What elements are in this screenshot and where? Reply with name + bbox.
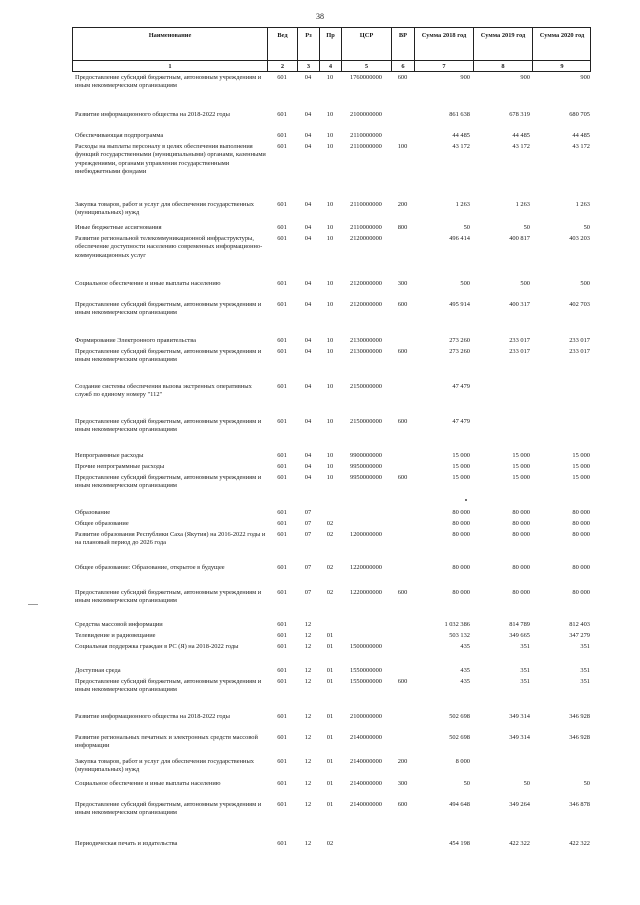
- cell-s3: 812 403: [569, 621, 590, 628]
- cell-ved: 601: [277, 801, 287, 808]
- cell-s1: 435: [460, 643, 470, 650]
- cell-pr: 10: [326, 74, 334, 81]
- cell-rz: 12: [304, 734, 312, 741]
- cell-rz: 04: [304, 383, 312, 390]
- cell-pr: 10: [326, 235, 334, 242]
- cell-csr: 1500000000: [350, 643, 382, 650]
- stray-dot: [465, 499, 467, 501]
- cell-vr: 100: [397, 143, 408, 150]
- table-header: [72, 27, 591, 72]
- cell-pr: 10: [326, 111, 334, 118]
- cell-s1: 861 638: [449, 111, 470, 118]
- cell-ved: 601: [277, 418, 287, 425]
- cell-rz: 04: [304, 74, 312, 81]
- cell-name: Закупка товаров, работ и услуг для обеспечения государственных (муниципальных) нужд: [75, 758, 254, 774]
- cell-s1: 454 198: [449, 840, 470, 847]
- cell-rz: 12: [304, 667, 312, 674]
- header-num-3: 3: [298, 60, 320, 72]
- cell-vr: 600: [397, 678, 408, 685]
- cell-s3: 50: [583, 780, 590, 787]
- cell-pr: 02: [326, 564, 334, 571]
- cell-s1: 495 914: [449, 301, 470, 308]
- cell-csr: 2110000000: [350, 132, 382, 139]
- cell-rz: 04: [304, 224, 312, 231]
- cell-s1: 80 000: [452, 509, 470, 516]
- cell-s3: 351: [580, 667, 590, 674]
- cell-ved: 601: [277, 452, 287, 459]
- cell-s3: 233 017: [569, 337, 590, 344]
- cell-s2: 233 017: [509, 348, 530, 355]
- cell-name: Образование: [75, 509, 111, 516]
- cell-name: Доступная среда: [75, 667, 121, 674]
- cell-vr: 600: [397, 474, 408, 481]
- cell-s3: 15 000: [572, 463, 590, 470]
- header-name: Наименование: [73, 28, 268, 60]
- cell-ved: 601: [277, 463, 287, 470]
- cell-s2: 50: [523, 224, 530, 231]
- cell-name: Предоставление субсидий бюджетным, автономным учреждениям и иным некоммерческим организациям: [75, 301, 262, 317]
- cell-rz: 12: [304, 643, 312, 650]
- cell-ved: 601: [277, 509, 287, 516]
- cell-s2: 80 000: [512, 531, 530, 538]
- cell-pr: 10: [326, 301, 334, 308]
- cell-rz: 12: [304, 621, 312, 628]
- cell-s3: 346 928: [569, 713, 590, 720]
- cell-s1: 503 132: [449, 632, 470, 639]
- cell-s1: 50: [463, 780, 470, 787]
- cell-pr: 10: [326, 143, 334, 150]
- header-rz: Рз: [298, 28, 320, 60]
- cell-s2: 349 314: [509, 734, 530, 741]
- cell-name: Предоставление субсидий бюджетным, автономным учреждениям и иным некоммерческим организациям: [75, 678, 262, 694]
- cell-s1: 500: [460, 280, 470, 287]
- cell-vr: 600: [397, 301, 408, 308]
- cell-rz: 12: [304, 678, 312, 685]
- cell-s3: 351: [580, 643, 590, 650]
- header-sum-2020: Сумма 2020 год: [539, 32, 585, 39]
- cell-s1: 502 698: [449, 713, 470, 720]
- cell-pr: 01: [326, 632, 334, 639]
- cell-s1: 273 260: [449, 348, 470, 355]
- cell-name: Предоставление субсидий бюджетным, автономным учреждениям и иным некоммерческим организациям: [75, 474, 262, 490]
- cell-s3: 500: [580, 280, 590, 287]
- cell-s1: 494 648: [449, 801, 470, 808]
- cell-s3: 1 263: [575, 201, 590, 208]
- header-num-2: 2: [268, 60, 298, 72]
- cell-rz: 12: [304, 801, 312, 808]
- cell-rz: 04: [304, 280, 312, 287]
- cell-rz: 04: [304, 348, 312, 355]
- cell-s1: 80 000: [452, 520, 470, 527]
- cell-name: Формирование Электронного правительства: [75, 337, 196, 344]
- cell-name: Телевидение и радиовещание: [75, 632, 156, 639]
- cell-csr: 1550000000: [350, 678, 382, 685]
- cell-name: Предоставление субсидий бюджетным, автономным учреждениям и иным некоммерческим организациям: [75, 801, 262, 817]
- cell-csr: 2120000000: [350, 301, 382, 308]
- cell-s1: 44 485: [452, 132, 470, 139]
- cell-csr: 1200000000: [350, 531, 382, 538]
- cell-s1: 1 032 386: [444, 621, 470, 628]
- cell-pr: 10: [326, 132, 334, 139]
- cell-name: Создание системы обеспечения вызова экстренных оперативных служб по единому номеру "112": [75, 383, 252, 399]
- cell-ved: 601: [277, 780, 287, 787]
- cell-s3: 346 928: [569, 734, 590, 741]
- cell-name: Развитие образования Республики Саха (Якутия) на 2016-2022 годы и на плановый период до 2026 года: [75, 531, 266, 547]
- cell-name: Социальное обеспечение и иные выплаты населению: [75, 280, 221, 287]
- cell-s1: 900: [460, 74, 470, 81]
- cell-rz: 04: [304, 201, 312, 208]
- cell-csr: 2110000000: [350, 143, 382, 150]
- cell-rz: 04: [304, 452, 312, 459]
- cell-s1: 47 479: [452, 383, 470, 390]
- cell-s3: 44 485: [572, 132, 590, 139]
- cell-name: Развитие информационного общества на 2018-2022 годы: [75, 111, 230, 118]
- cell-rz: 04: [304, 337, 312, 344]
- cell-s1: 273 260: [449, 337, 470, 344]
- cell-ved: 601: [277, 280, 287, 287]
- cell-s3: 80 000: [572, 509, 590, 516]
- cell-rz: 04: [304, 474, 312, 481]
- cell-name: Предоставление субсидий бюджетным, автономным учреждениям и иным некоммерческим организациям: [75, 418, 262, 434]
- cell-vr: 800: [397, 224, 408, 231]
- cell-s1: 496 414: [449, 235, 470, 242]
- cell-csr: 2140000000: [350, 780, 382, 787]
- cell-name: Развитие региональной телекоммуникационной инфраструктуры, обеспечение доступности населению современных информационно-коммуникационных услуг: [75, 235, 263, 259]
- cell-pr: 10: [326, 463, 334, 470]
- cell-s2: 15 000: [512, 474, 530, 481]
- cell-s3: 80 000: [572, 589, 590, 596]
- cell-name: Расходы на выплаты персоналу в целях обеспечения выполнения функций государственными (муниципальными) органами, казенными учреждениями, органами управления государственными внебюджетными фондами: [75, 143, 266, 175]
- cell-name: Предоставление субсидий бюджетным, автономным учреждениям и иным некоммерческим организациям: [75, 589, 262, 605]
- cell-s2: 349 264: [509, 801, 530, 808]
- cell-s2: 900: [520, 74, 530, 81]
- cell-pr: 10: [326, 224, 334, 231]
- cell-s3: 15 000: [572, 452, 590, 459]
- cell-s3: 50: [583, 224, 590, 231]
- cell-rz: 12: [304, 758, 312, 765]
- cell-rz: 07: [304, 589, 312, 596]
- cell-s2: 351: [520, 678, 530, 685]
- cell-rz: 04: [304, 235, 312, 242]
- cell-ved: 601: [277, 840, 287, 847]
- cell-pr: 02: [326, 520, 334, 527]
- cell-s3: 403 203: [569, 235, 590, 242]
- cell-csr: 1760000000: [350, 74, 382, 81]
- cell-vr: 600: [397, 801, 408, 808]
- cell-csr: 9950000000: [350, 474, 382, 481]
- cell-pr: 10: [326, 201, 334, 208]
- page-number: 38: [316, 12, 324, 21]
- cell-rz: 07: [304, 564, 312, 571]
- cell-s2: 400 817: [509, 235, 530, 242]
- cell-s2: 351: [520, 643, 530, 650]
- cell-ved: 601: [277, 224, 287, 231]
- header-num-4: 4: [320, 60, 342, 72]
- cell-name: Средства массовой информации: [75, 621, 163, 628]
- cell-s1: 80 000: [452, 531, 470, 538]
- cell-rz: 04: [304, 418, 312, 425]
- cell-vr: 200: [397, 758, 408, 765]
- cell-pr: 01: [326, 713, 334, 720]
- cell-rz: 04: [304, 301, 312, 308]
- cell-s2: 80 000: [512, 589, 530, 596]
- cell-ved: 601: [277, 667, 287, 674]
- cell-s2: 80 000: [512, 509, 530, 516]
- cell-rz: 07: [304, 531, 312, 538]
- cell-rz: 07: [304, 509, 312, 516]
- cell-ved: 601: [277, 201, 287, 208]
- cell-name: Прочие непрограммные расходы: [75, 463, 165, 470]
- cell-s3: 43 172: [572, 143, 590, 150]
- cell-csr: 2110000000: [350, 224, 382, 231]
- cell-csr: 9950000000: [350, 463, 382, 470]
- cell-ved: 601: [277, 301, 287, 308]
- cell-s2: 43 172: [512, 143, 530, 150]
- cell-pr: 01: [326, 801, 334, 808]
- cell-ved: 601: [277, 474, 287, 481]
- cell-s2: 349 314: [509, 713, 530, 720]
- cell-name: Предоставление субсидий бюджетным, автономным учреждениям и иным некоммерческим организациям: [75, 348, 262, 364]
- cell-name: Периодическая печать и издательства: [75, 840, 178, 847]
- cell-vr: 600: [397, 348, 408, 355]
- cell-vr: 600: [397, 589, 408, 596]
- cell-rz: 04: [304, 132, 312, 139]
- cell-vr: 600: [397, 74, 408, 81]
- cell-ved: 601: [277, 74, 287, 81]
- cell-ved: 601: [277, 348, 287, 355]
- cell-csr: 2120000000: [350, 280, 382, 287]
- cell-csr: 2140000000: [350, 801, 382, 808]
- cell-pr: 10: [326, 418, 334, 425]
- cell-ved: 601: [277, 564, 287, 571]
- cell-name: Предоставление субсидий бюджетным, автономным учреждениям и иным некоммерческим организациям: [75, 74, 262, 90]
- cell-rz: 12: [304, 840, 312, 847]
- cell-vr: 300: [397, 780, 408, 787]
- cell-rz: 04: [304, 111, 312, 118]
- cell-s3: 80 000: [572, 564, 590, 571]
- header-pr: Пр: [320, 28, 342, 60]
- cell-s3: 402 703: [569, 301, 590, 308]
- cell-pr: 01: [326, 758, 334, 765]
- cell-s3: 80 000: [572, 520, 590, 527]
- cell-name: Развитие информационного общества на 2018-2022 годы: [75, 713, 230, 720]
- header-sum-2018: Сумма 2018 год: [415, 28, 474, 60]
- cell-ved: 601: [277, 678, 287, 685]
- cell-pr: 02: [326, 840, 334, 847]
- cell-csr: 2140000000: [350, 758, 382, 765]
- header-num-5: 5: [342, 60, 392, 72]
- cell-ved: 601: [277, 235, 287, 242]
- cell-csr: 2100000000: [350, 713, 382, 720]
- cell-rz: 12: [304, 632, 312, 639]
- cell-pr: 02: [326, 531, 334, 538]
- cell-s2: 80 000: [512, 564, 530, 571]
- cell-s3: 351: [580, 678, 590, 685]
- cell-s2: 349 665: [509, 632, 530, 639]
- cell-ved: 601: [277, 337, 287, 344]
- cell-rz: 12: [304, 713, 312, 720]
- cell-s3: 422 322: [569, 840, 590, 847]
- cell-s1: 15 000: [452, 474, 470, 481]
- cell-s3: 15 000: [572, 474, 590, 481]
- header-num-7: 7: [415, 60, 474, 72]
- cell-s1: 47 479: [452, 418, 470, 425]
- cell-name: Иные бюджетные ассигнования: [75, 224, 162, 231]
- cell-csr: 1220000000: [350, 564, 382, 571]
- cell-s2: 80 000: [512, 520, 530, 527]
- cell-s3: 233 017: [569, 348, 590, 355]
- cell-ved: 601: [277, 734, 287, 741]
- cell-s2: 15 000: [512, 452, 530, 459]
- cell-ved: 601: [277, 589, 287, 596]
- cell-name: Общее образование: Образование, открытое в будущее: [75, 564, 225, 571]
- cell-s1: 50: [463, 224, 470, 231]
- header-vr: ВР: [392, 28, 415, 60]
- cell-ved: 601: [277, 632, 287, 639]
- cell-pr: 10: [326, 474, 334, 481]
- cell-ved: 601: [277, 143, 287, 150]
- cell-csr: 2130000000: [350, 337, 382, 344]
- cell-s1: 1 263: [455, 201, 470, 208]
- cell-ved: 601: [277, 758, 287, 765]
- cell-csr: 2100000000: [350, 111, 382, 118]
- cell-s2: 44 485: [512, 132, 530, 139]
- cell-s3: 346 878: [569, 801, 590, 808]
- cell-name: Закупка товаров, работ и услуг для обеспечения государственных (муниципальных) нужд: [75, 201, 254, 217]
- cell-pr: 10: [326, 280, 334, 287]
- cell-name: Обеспечивающая подпрограмма: [75, 132, 164, 139]
- cell-s3: 80 000: [572, 531, 590, 538]
- header-ved: Вед: [268, 28, 298, 60]
- cell-pr: 10: [326, 337, 334, 344]
- cell-s2: 1 263: [515, 201, 530, 208]
- cell-name: Развитие региональных печатных и электронных средств массовой информации: [75, 734, 258, 750]
- cell-ved: 601: [277, 520, 287, 527]
- cell-csr: 9900000000: [350, 452, 382, 459]
- cell-csr: 2150000000: [350, 418, 382, 425]
- cell-csr: 1220000000: [350, 589, 382, 596]
- cell-pr: 10: [326, 383, 334, 390]
- header-csr: ЦСР: [342, 28, 392, 60]
- margin-mark: [28, 604, 38, 605]
- cell-s1: 15 000: [452, 463, 470, 470]
- header-num-1: 1: [73, 60, 268, 72]
- cell-csr: 2150000000: [350, 383, 382, 390]
- cell-rz: 04: [304, 143, 312, 150]
- cell-pr: 01: [326, 667, 334, 674]
- cell-pr: 02: [326, 589, 334, 596]
- cell-pr: 10: [326, 452, 334, 459]
- cell-pr: 01: [326, 734, 334, 741]
- cell-rz: 04: [304, 463, 312, 470]
- cell-s2: 233 017: [509, 337, 530, 344]
- cell-s2: 15 000: [512, 463, 530, 470]
- header-num-9: 9: [533, 60, 591, 72]
- cell-s1: 8 000: [455, 758, 470, 765]
- cell-s2: 50: [523, 780, 530, 787]
- cell-rz: 12: [304, 780, 312, 787]
- cell-rz: 07: [304, 520, 312, 527]
- cell-vr: 300: [397, 280, 408, 287]
- cell-s2: 422 322: [509, 840, 530, 847]
- cell-s2: 500: [520, 280, 530, 287]
- cell-pr: 10: [326, 348, 334, 355]
- cell-csr: 1550000000: [350, 667, 382, 674]
- cell-vr: 200: [397, 201, 408, 208]
- cell-s1: 435: [460, 667, 470, 674]
- cell-s2: 678 319: [509, 111, 530, 118]
- cell-pr: 01: [326, 678, 334, 685]
- cell-vr: 600: [397, 418, 408, 425]
- cell-s2: 400 317: [509, 301, 530, 308]
- cell-s2: 814 789: [509, 621, 530, 628]
- cell-ved: 601: [277, 383, 287, 390]
- cell-s3: 347 279: [569, 632, 590, 639]
- cell-s1: 43 172: [452, 143, 470, 150]
- cell-ved: 601: [277, 713, 287, 720]
- cell-csr: 2130000000: [350, 348, 382, 355]
- cell-s3: 900: [580, 74, 590, 81]
- cell-s1: 80 000: [452, 564, 470, 571]
- cell-ved: 601: [277, 621, 287, 628]
- cell-ved: 601: [277, 531, 287, 538]
- header-num-6: 6: [392, 60, 415, 72]
- cell-pr: 01: [326, 780, 334, 787]
- cell-ved: 601: [277, 643, 287, 650]
- cell-s1: 15 000: [452, 452, 470, 459]
- cell-name: Социальная поддержка граждан в РС (Я) на 2018-2022 годы: [75, 643, 239, 650]
- header-num-8: 8: [474, 60, 533, 72]
- cell-name: Непрограммные расходы: [75, 452, 144, 459]
- header-sum-2019: Сумма 2019 год: [474, 28, 533, 60]
- cell-csr: 2140000000: [350, 734, 382, 741]
- cell-s1: 435: [460, 678, 470, 685]
- cell-s1: 80 000: [452, 589, 470, 596]
- cell-s1: 502 698: [449, 734, 470, 741]
- cell-pr: 01: [326, 643, 334, 650]
- cell-ved: 601: [277, 132, 287, 139]
- cell-s2: 351: [520, 667, 530, 674]
- cell-s3: 680 705: [569, 111, 590, 118]
- cell-csr: 2120000000: [350, 235, 382, 242]
- cell-name: Социальное обеспечение и иные выплаты населению: [75, 780, 221, 787]
- cell-csr: 2110000000: [350, 201, 382, 208]
- cell-ved: 601: [277, 111, 287, 118]
- cell-name: Общее образование: [75, 520, 129, 527]
